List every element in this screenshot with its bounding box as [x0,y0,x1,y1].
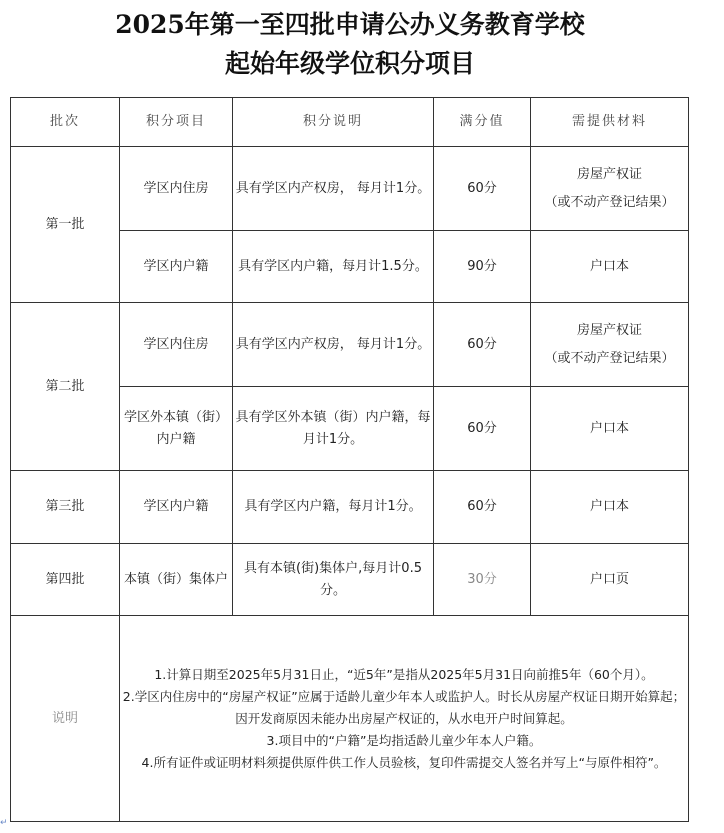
materials-cell [531,303,689,387]
notes-row [11,616,689,822]
item-cell: 学区内户籍 [120,231,233,303]
item-cell: 学区内住房 [120,303,233,387]
materials-line: 房屋产权证 [576,166,642,182]
materials-line: （或不动产登记结果） [544,350,675,366]
max-cell: 60分 [434,471,531,544]
description-cell: 具有学区内产权房， 每月计1分。 [233,147,434,231]
points-table [10,97,689,822]
notes-label: 说明 [11,616,120,822]
description-cell: 具有学区内户籍，每月计1分。 [233,471,434,544]
table-row [11,471,689,544]
materials-cell: 户口本 [531,471,689,544]
max-cell: 60分 [434,147,531,231]
description-cell: 具有学区外本镇（街）内户籍，每月计1分。 [233,387,434,471]
header-item: 积分项目 [120,98,233,147]
header-batch: 批次 [11,98,120,147]
materials-cell: 户口本 [531,231,689,303]
document-title-line2: 起始年级学位积分项目 [224,49,475,78]
header-description: 积分说明 [233,98,434,147]
item-cell: 学区外本镇（街）内户籍 [120,387,233,471]
header-materials: 需提供材料 [531,98,689,147]
table-row [11,303,689,387]
table-row [11,147,689,231]
header-max: 满分值 [434,98,531,147]
batch-label: 第四批 [11,544,120,616]
document-title-line1: 2025年第一至四批申请公办义务教育学校 [115,10,585,39]
notes-cell [120,616,689,822]
max-cell: 90分 [434,231,531,303]
max-cell: 60分 [434,387,531,471]
batch-label: 第一批 [11,147,120,303]
item-cell: 学区内户籍 [120,471,233,544]
note-item: 2.学区内住房中的“房屋产权证”应属于适龄儿童少年本人或监护人。时长从房屋产权证日期开始算起；因开发商原因未能办出房屋产权证的，从水电开户时间算起。 [122,688,686,726]
max-cell: 30分 [434,544,531,616]
note-item: 3.项目中的“户籍”是均指适龄儿童少年本人户籍。 [266,732,542,748]
description-cell: 具有学区内户籍，每月计1.5分。 [233,231,434,303]
table-header-row [11,98,689,147]
batch-label: 第二批 [11,303,120,471]
table-row [11,544,689,616]
materials-line: （或不动产登记结果） [544,194,675,210]
item-cell: 学区内住房 [120,147,233,231]
note-item: 1.计算日期至2025年5月31日止，“近5年”是指从2025年5月31日向前推5年（60个月）。 [154,666,654,682]
materials-cell: 户口本 [531,387,689,471]
description-cell: 具有学区内产权房， 每月计1分。 [233,303,434,387]
description-cell: 具有本镇(街)集体户,每月计0.5分。 [233,544,434,616]
materials-cell: 户口页 [531,544,689,616]
paragraph-mark-icon: ↵ [0,818,8,828]
note-item: 4.所有证件或证明材料须提供原件供工作人员验核，复印件需提交人签名并写上“与原件相符”。 [141,754,667,770]
item-cell: 本镇（街）集体户 [120,544,233,616]
batch-label: 第三批 [11,471,120,544]
materials-cell [531,147,689,231]
materials-line: 房屋产权证 [576,322,642,338]
max-cell: 60分 [434,303,531,387]
